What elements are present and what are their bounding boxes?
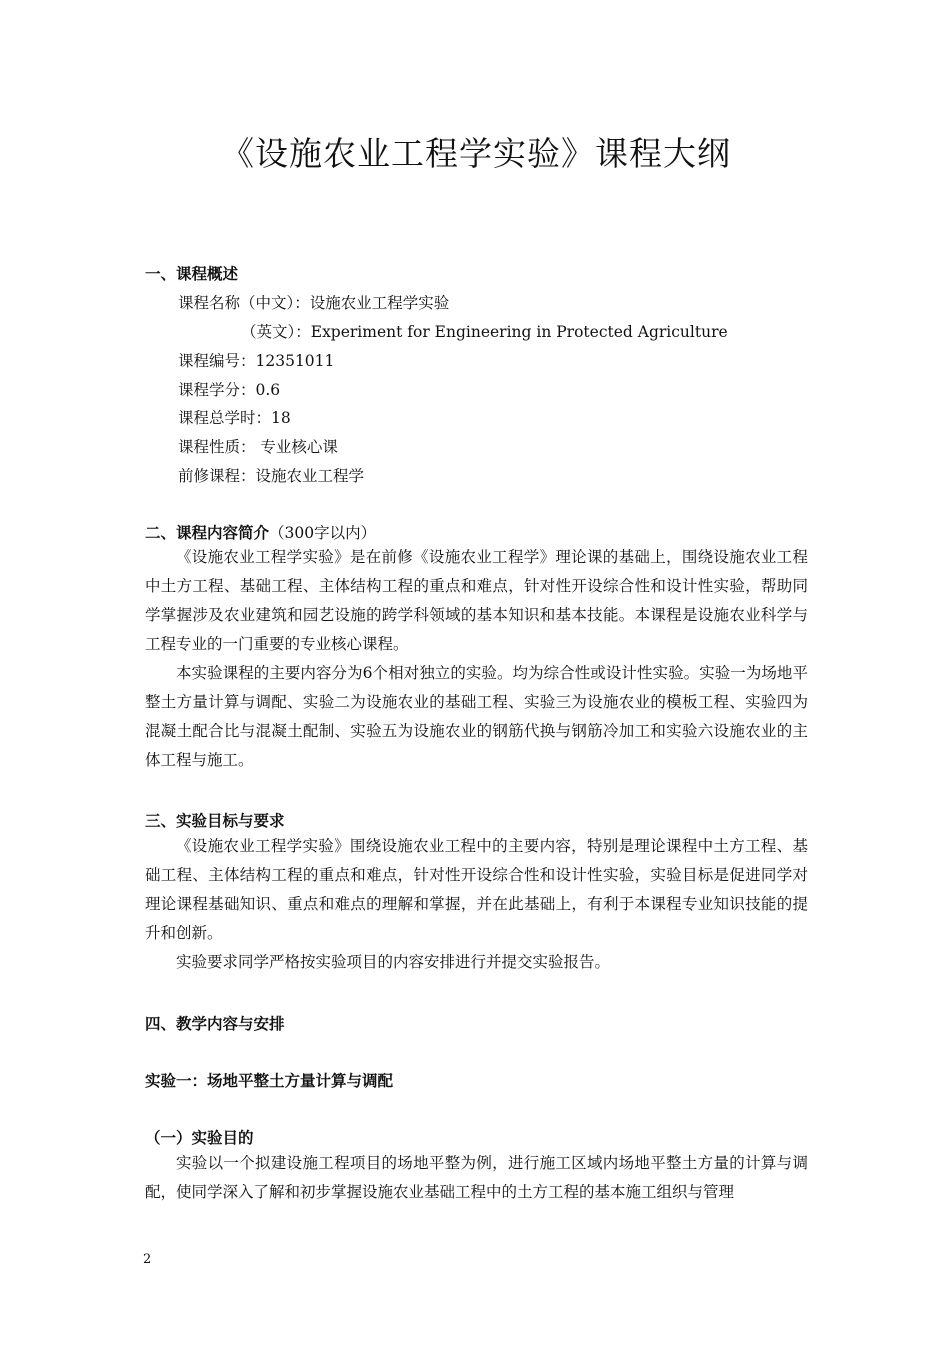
section-heading-content-note: （300字以内） <box>269 524 377 542</box>
course-nature: 课程性质： 专业核心课 <box>178 438 338 456</box>
section-heading-goals: 三、实验目标与要求 <box>145 812 285 830</box>
goals-paragraph-1: 《设施农业工程学实验》围绕设施农业工程中的主要内容，特别是理论课程中土方工程、基础工程、主体结构工程的重点和难点，针对性开设综合性和设计性实验，实验目标是促进同学对理论课程基础知识、重点和难点的理解和掌握，并在此基础上，有利于本课程专业知识技能的提升和创新。 <box>145 837 808 942</box>
experiment-1-purpose-paragraph: 实验以一个拟建设施工程项目的场地平整为例，进行施工区域内场地平整土方量的计算与调配，使同学深入了解和初步掌握设施农业基础工程中的土方工程的基本施工组织与管理 <box>145 1154 808 1201</box>
experiment-1-heading: 实验一：场地平整土方量计算与调配 <box>145 1072 394 1090</box>
course-hours: 课程总学时：18 <box>178 409 291 427</box>
goals-paragraph-2: 实验要求同学严格按实验项目的内容安排进行并提交实验报告。 <box>176 953 611 971</box>
section-heading-content <box>145 521 376 543</box>
page-number: 2 <box>143 1252 152 1267</box>
content-paragraph-1: 《设施农业工程学实验》是在前修《设施农业工程学》理论课的基础上，围绕设施农业工程中土方工程、基础工程、主体结构工程的重点和难点，针对性开设综合性和设计性实验，帮助同学掌握涉及农业建筑和园艺设施的跨学科领域的基本知识和基本技能。本课程是设施农业科学与工程专业的一门重要的专业核心课程。 <box>145 548 808 653</box>
course-prerequisite: 前修课程：设施农业工程学 <box>178 467 365 485</box>
course-credit: 课程学分：0.6 <box>178 381 281 399</box>
course-name-en: （英文）：Experiment for Engineering in Protected Agriculture <box>241 323 728 341</box>
experiment-1-purpose-heading: （一）实验目的 <box>145 1129 254 1147</box>
section-heading-teaching: 四、教学内容与安排 <box>145 1015 285 1033</box>
content-paragraph-2: 本实验课程的主要内容分为6个相对独立的实验。均为综合性或设计性实验。实验一为场地平整土方量计算与调配、实验二为设施农业的基础工程、实验三为设施农业的模板工程、实验四为混凝土配合比与混凝土配制、实验五为设施农业的钢筋代换与钢筋冷加工和实验六设施农业的主体工程与施工。 <box>145 664 808 769</box>
section-heading-content-text: 二、课程内容简介 <box>145 524 270 542</box>
course-name-cn: 课程名称（中文）：设施农业工程学实验 <box>178 294 450 312</box>
course-code: 课程编号：12351011 <box>178 352 335 370</box>
document-title: 《设施农业工程学实验》课程大纲 <box>221 134 731 173</box>
section-heading-overview: 一、课程概述 <box>145 265 239 283</box>
